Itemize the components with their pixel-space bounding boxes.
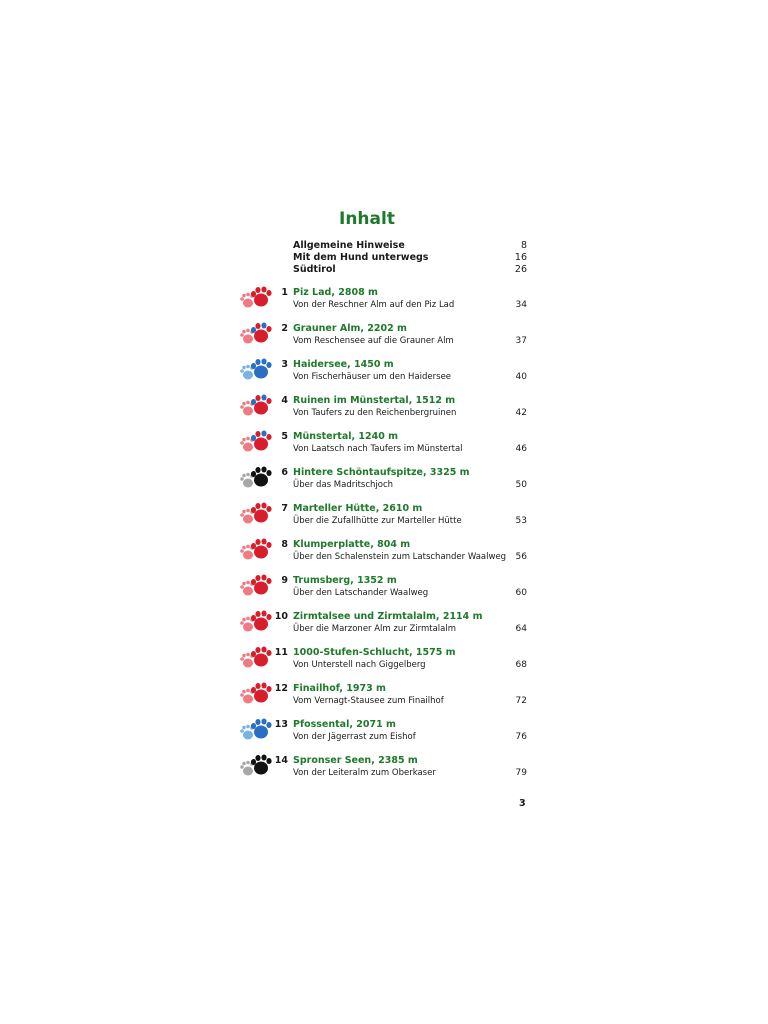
tour-title: Marteller Hütte, 2610 m bbox=[293, 503, 423, 514]
tour-number: 11 bbox=[274, 647, 288, 658]
tour-number: 10 bbox=[274, 611, 288, 622]
toc-entry bbox=[238, 321, 538, 355]
tour-subtitle: Über den Latschander Waalweg bbox=[293, 588, 429, 598]
tour-title: Klumperplatte, 804 m bbox=[293, 539, 411, 550]
tour-page: 40 bbox=[515, 372, 527, 382]
tour-number: 13 bbox=[274, 719, 288, 730]
tour-page: 60 bbox=[515, 588, 527, 598]
paw-red-blue-icon bbox=[238, 320, 274, 348]
tour-subtitle: Von der Jägerrast zum Eishof bbox=[293, 732, 416, 742]
tour-page: 34 bbox=[515, 300, 527, 310]
general-label: Südtirol bbox=[293, 264, 336, 275]
paw-black-icon bbox=[238, 752, 274, 780]
general-row bbox=[293, 264, 527, 276]
paw-red-icon bbox=[238, 680, 274, 708]
toc-entry bbox=[238, 429, 538, 463]
tour-number: 2 bbox=[281, 323, 288, 334]
tour-page: 37 bbox=[515, 336, 527, 346]
tour-subtitle: Von der Reschner Alm auf den Piz Lad bbox=[293, 300, 455, 310]
toc-entry bbox=[238, 465, 538, 499]
toc-entry bbox=[238, 537, 538, 571]
tour-number: 3 bbox=[281, 359, 288, 370]
tour-page: 76 bbox=[515, 732, 527, 742]
tour-subtitle: Von der Leiteralm zum Oberkaser bbox=[293, 768, 436, 778]
page-number: 3 bbox=[519, 798, 526, 809]
tour-number: 12 bbox=[274, 683, 288, 694]
general-row bbox=[293, 240, 527, 252]
tour-page: 42 bbox=[515, 408, 527, 418]
tour-page: 68 bbox=[515, 660, 527, 670]
tour-title: Spronser Seen, 2385 m bbox=[293, 755, 418, 766]
tour-title: Trumsberg, 1352 m bbox=[293, 575, 397, 586]
paw-red-blue-icon bbox=[238, 392, 274, 420]
toc-entry bbox=[238, 717, 538, 751]
general-label: Allgemeine Hinweise bbox=[293, 240, 405, 251]
general-page: 26 bbox=[514, 264, 527, 275]
paw-red-icon bbox=[238, 572, 274, 600]
tour-number: 6 bbox=[281, 467, 288, 478]
tour-page: 46 bbox=[515, 444, 527, 454]
tour-title: Hintere Schöntaufspitze, 3325 m bbox=[293, 467, 470, 478]
tour-subtitle: Vom Reschensee auf die Grauner Alm bbox=[293, 336, 454, 346]
tour-subtitle: Über das Madritschjoch bbox=[293, 480, 394, 490]
tour-title: 1000-Stufen-Schlucht, 1575 m bbox=[293, 647, 456, 658]
paw-black-icon bbox=[238, 464, 274, 492]
tour-title: Münstertal, 1240 m bbox=[293, 431, 399, 442]
tour-number: 4 bbox=[281, 395, 288, 406]
tour-page: 56 bbox=[515, 552, 527, 562]
tour-page: 64 bbox=[515, 624, 527, 634]
paw-red-icon bbox=[238, 500, 274, 528]
tour-number: 14 bbox=[274, 755, 288, 766]
tour-title: Zirmtalsee und Zirmtalalm, 2114 m bbox=[293, 611, 483, 622]
tour-title: Ruinen im Münstertal, 1512 m bbox=[293, 395, 456, 406]
tour-number: 9 bbox=[281, 575, 288, 586]
toc-entry bbox=[238, 573, 538, 607]
tour-subtitle: Über den Schalenstein zum Latschander Waalweg bbox=[293, 552, 507, 562]
paw-red-icon bbox=[238, 644, 274, 672]
tour-number: 5 bbox=[281, 431, 288, 442]
tour-title: Piz Lad, 2808 m bbox=[293, 287, 378, 298]
general-label: Mit dem Hund unterwegs bbox=[293, 252, 429, 263]
page-title: Inhalt bbox=[339, 209, 395, 229]
paw-red-icon bbox=[238, 608, 274, 636]
paw-red-blue-icon bbox=[238, 428, 274, 456]
general-row bbox=[293, 252, 527, 264]
tour-subtitle: Über die Marzoner Alm zur Zirmtalalm bbox=[293, 624, 457, 634]
tour-page: 79 bbox=[515, 768, 527, 778]
tour-page: 53 bbox=[515, 516, 527, 526]
paw-red-icon bbox=[238, 284, 274, 312]
tour-subtitle: Über die Zufallhütte zur Marteller Hütte bbox=[293, 516, 462, 526]
paw-blue-icon bbox=[238, 716, 274, 744]
toc-entry bbox=[238, 285, 538, 319]
paw-red-icon bbox=[238, 536, 274, 564]
tour-page: 50 bbox=[515, 480, 527, 490]
tour-subtitle: Von Taufers zu den Reichenbergruinen bbox=[293, 408, 457, 418]
tour-title: Haidersee, 1450 m bbox=[293, 359, 394, 370]
paw-blue-icon bbox=[238, 356, 274, 384]
tour-title: Pfossental, 2071 m bbox=[293, 719, 396, 730]
tour-title: Finailhof, 1973 m bbox=[293, 683, 386, 694]
tour-subtitle: Von Laatsch nach Taufers im Münstertal bbox=[293, 444, 463, 454]
tour-subtitle: Vom Vernagt-Stausee zum Finailhof bbox=[293, 696, 444, 706]
toc-entry bbox=[238, 645, 538, 679]
tour-page: 72 bbox=[515, 696, 527, 706]
tour-number: 1 bbox=[281, 287, 288, 298]
toc-entry bbox=[238, 357, 538, 391]
toc-entry bbox=[238, 393, 538, 427]
tour-title: Grauner Alm, 2202 m bbox=[293, 323, 407, 334]
general-page: 16 bbox=[514, 252, 527, 263]
tour-number: 7 bbox=[281, 503, 288, 514]
toc-entry bbox=[238, 609, 538, 643]
tour-number: 8 bbox=[281, 539, 288, 550]
toc-entry bbox=[238, 501, 538, 535]
general-page: 8 bbox=[520, 240, 527, 251]
toc-entry bbox=[238, 753, 538, 787]
tour-subtitle: Von Fischerhäuser um den Haidersee bbox=[293, 372, 452, 382]
toc-entry bbox=[238, 681, 538, 715]
tour-subtitle: Von Unterstell nach Giggelberg bbox=[293, 660, 426, 670]
